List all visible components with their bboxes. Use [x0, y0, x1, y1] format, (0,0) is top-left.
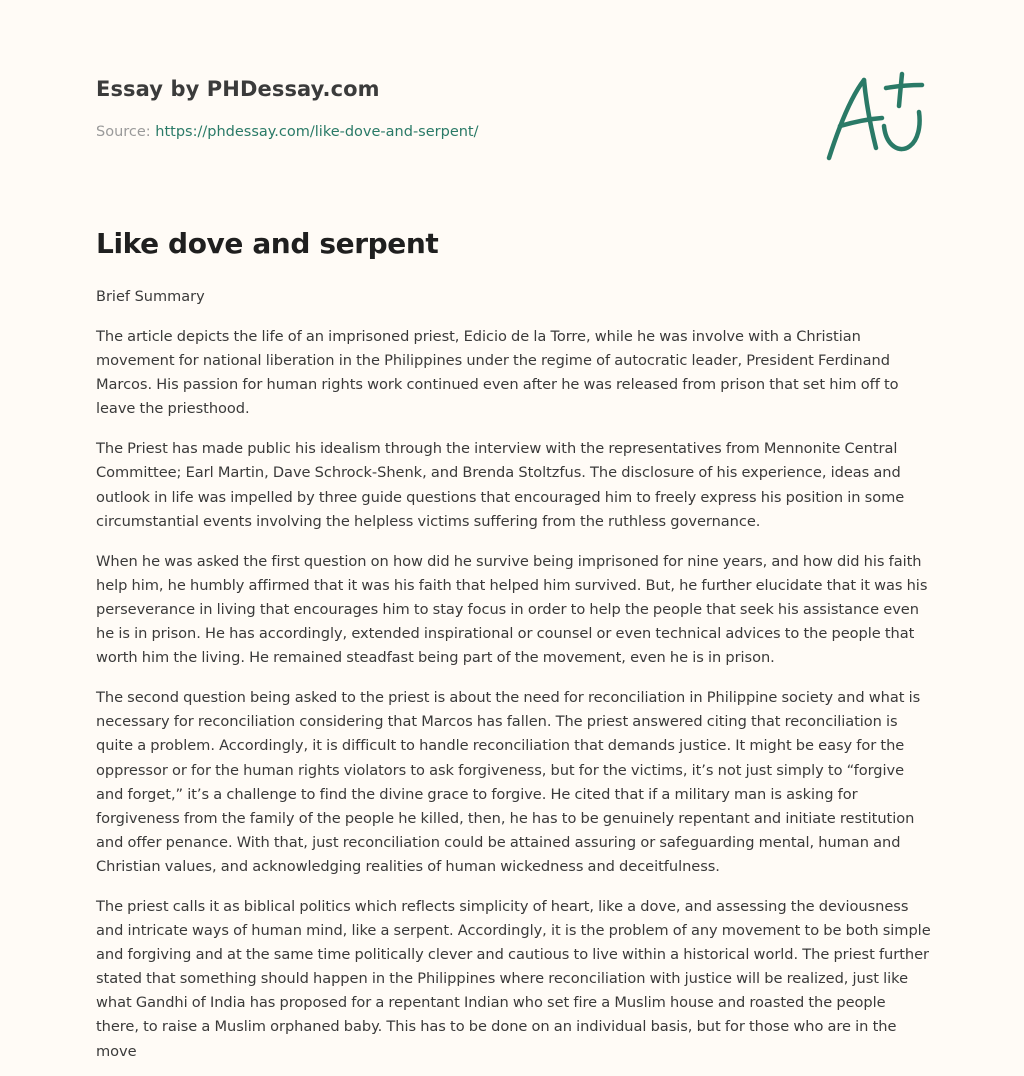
essay-title: Like dove and serpent	[96, 227, 439, 260]
essay-paragraph-2: The Priest has made public his idealism through the interview with the representatives from Mennonite Central Committee; Earl Martin, Dave Schrock-Shenk, and Brenda Stoltzfus. The disclosure of his experience, ideas and outlook in life was impelled by three guide questions that encouraged him to freely express his position in some circumstantial events involving the helpless victims suffering from the ruthless governance.	[96, 440, 905, 530]
source-label: Source:	[96, 124, 156, 140]
essay-paragraph-1: The article depicts the life of an imprisoned priest, Edicio de la Torre, while he was involve with a Christian movement for national liberation in the Philippines under the regime of autocratic leader, President Ferdinand Marcos. His passion for human rights work continued even after he was released from prison that set him off to leave the priesthood.	[96, 328, 899, 418]
essay-paragraph-3: When he was asked the first question on how did he survive being imprisoned for nine years, and how did his faith help him, he humbly affirmed that it was his faith that helped him survived. But, he further elucidate that it was his perseverance in living that encourages him to stay focus in order to help the people that seek his assistance even he is in prison. He has accordingly, extended inspirational or counsel or even technical advices to the people that worth him the living. He remained steadfast being part of the movement, even he is in prison.	[96, 552, 928, 667]
source-link[interactable]: https://phdessay.com/like-dove-and-serpent/	[155, 124, 479, 140]
source-line	[96, 124, 479, 140]
essay-content	[96, 224, 932, 1064]
page-header	[96, 0, 928, 200]
summary-label: Brief Summary	[96, 289, 205, 305]
essay-paragraph-5: The priest calls it as biblical politics which reflects simplicity of heart, like a dove, and assessing the deviousness and intricate ways of human mind, like a serpent. Accordingly, it is the problem of any movement to be both simple and forgiving and at the same time politically clever and cautious to live within a historical world. The priest further stated that something should happen in the Philippines where reconciliation with justice will be realized, just like what Gandhi of India has proposed for a repentant Indian who set fire a Muslim house and roasted the people there, to raise a Muslim orphaned baby. This has to be done on an individual basis, but for those who are in the move	[96, 897, 931, 1060]
site-title: Essay by PHDessay.com	[96, 77, 380, 101]
a-plus-logo-icon	[826, 68, 926, 164]
essay-paragraph-4: The second question being asked to the priest is about the need for reconciliation in Philippine society and what is necessary for reconciliation considering that Marcos has fallen. The priest answered citing that reconciliation is quite a problem. Accordingly, it is difficult to handle reconciliation that demands justice. It might be easy for the oppressor or for the human rights violators to ask forgiveness, but for the victims, it’s not just simply to “forgive and forget,” it’s a challenge to find the divine grace to forgive. He cited that if a military man is asking for forgiveness from the family of the people he killed, then, he has to be genuinely repentant and initiate restitution and offer penance. With that, just reconciliation could be attained assuring or safeguarding mental, human and Christian values, and acknowledging realities of human wickedness and deceitfulness.	[96, 689, 921, 875]
